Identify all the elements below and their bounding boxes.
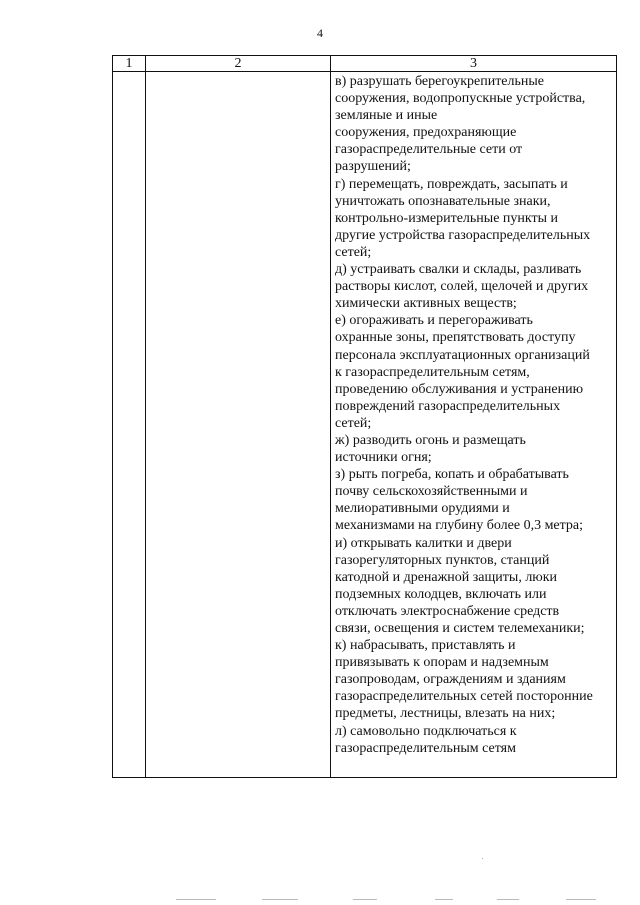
text-line: разрушений;	[335, 159, 411, 175]
text-line: проведению обслуживания и устранению	[335, 381, 584, 397]
scan-speck	[482, 858, 483, 859]
text-line: повреждений газораспределительных	[335, 398, 561, 414]
text-line: земляные и иные	[335, 108, 438, 124]
text-line: механизмами на глубину более 0,3 метра;	[335, 518, 584, 534]
text-line: отключать электроснабжение средств	[335, 603, 560, 619]
text-line: сооружения, водопропускные устройства,	[335, 91, 586, 107]
text-line: газорегуляторных пунктов, станций	[335, 552, 550, 568]
text-line: в) разрушать берегоукрепительные	[335, 74, 545, 89]
table-cell-col2	[146, 72, 331, 778]
text-line: з) рыть погреба, копать и обрабатывать	[335, 467, 569, 483]
text-line: мелиоративными орудиями и	[335, 501, 510, 517]
column-header-2: 2	[146, 56, 331, 72]
text-line: предметы, лестницы, влезать на них;	[335, 706, 556, 722]
column-header-3: 3	[331, 56, 617, 72]
table-header-row	[113, 56, 617, 72]
text-line: сетей;	[335, 415, 372, 431]
text-line: уничтожать опознавательные знаки,	[335, 193, 551, 209]
text-line: охранные зоны, препятствовать доступу	[335, 330, 576, 346]
text-line: и) открывать калитки и двери	[335, 535, 512, 551]
text-line: г) перемещать, повреждать, засыпать и	[335, 176, 568, 192]
cell-text-col2	[146, 72, 330, 73]
text-line: к) набрасывать, приставлять и	[335, 638, 516, 654]
text-line: подземных колодцев, включать или	[335, 586, 547, 602]
scan-footer-artifacts	[0, 893, 640, 905]
text-line: л) самовольно подключаться к	[335, 723, 517, 739]
text-line: персонала эксплуатационных организаций	[335, 347, 590, 363]
page-number: 4	[317, 26, 323, 40]
table-cell-col3	[331, 72, 617, 778]
text-line: сетей;	[335, 244, 372, 260]
text-line: привязывать к опорам и надземным	[335, 655, 549, 671]
text-line: катодной и дренажной защиты, люки	[335, 569, 558, 585]
text-line: источники огня;	[335, 450, 432, 466]
table-cell-col1	[113, 72, 146, 778]
text-line: газопроводам, ограждениям и зданиям	[335, 672, 566, 688]
column-header-1: 1	[113, 56, 146, 72]
text-line: контрольно-измерительные пункты и	[335, 210, 559, 226]
text-line: ж) разводить огонь и размещать	[335, 432, 526, 448]
text-line: сооружения, предохраняющие	[335, 125, 517, 141]
text-line: е) огораживать и перегораживать	[335, 313, 533, 329]
text-line: химически активных веществ;	[335, 296, 517, 312]
text-line: газораспределительные сети от	[335, 142, 523, 158]
text-line: к газораспределительным сетям,	[335, 364, 530, 380]
text-line: другие устройства газораспределительных	[335, 227, 591, 243]
text-line: д) устраивать свалки и склады, разливать	[335, 262, 582, 278]
document-table	[112, 55, 617, 778]
text-line: газораспределительных сетей посторонние	[335, 689, 593, 705]
cell-text-col3	[331, 72, 616, 757]
text-line: газораспределительным сетям	[335, 740, 516, 756]
cell-text-col1	[113, 72, 145, 73]
text-line: растворы кислот, солей, щелочей и других	[335, 279, 589, 295]
text-line: связи, освещения и систем телемеханики;	[335, 621, 585, 636]
text-line: почву сельскохозяйственными и	[335, 484, 528, 500]
table-row	[113, 72, 617, 778]
